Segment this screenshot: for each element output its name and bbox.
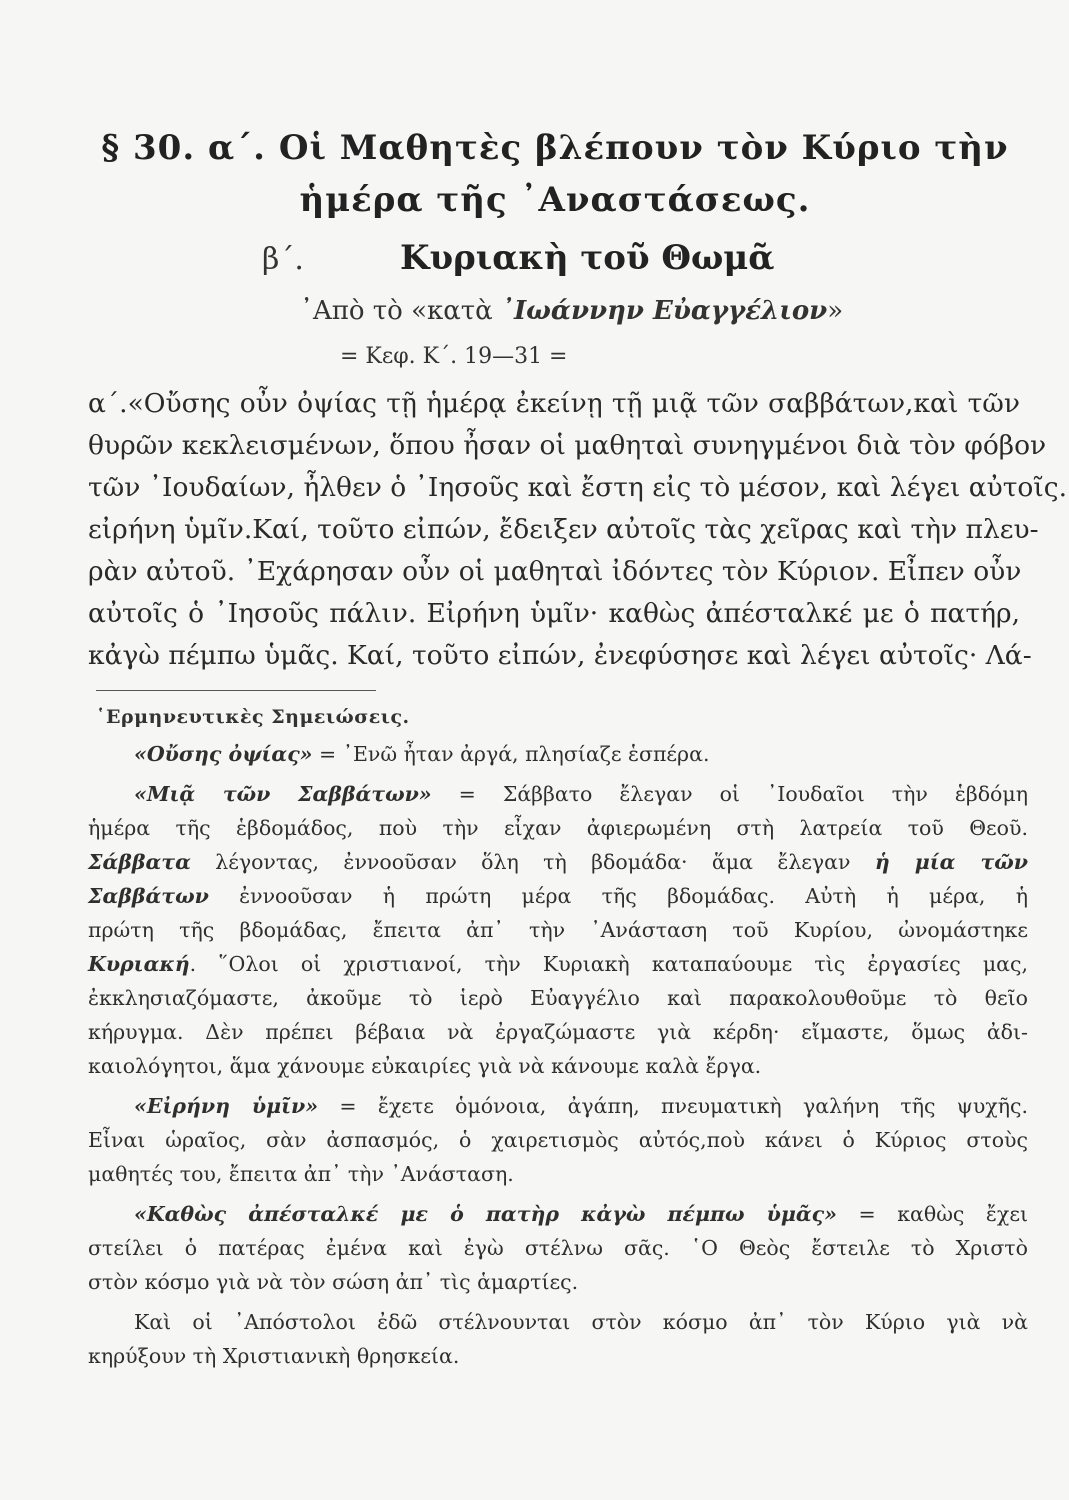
note-line: Καὶ οἱ ᾿Απόστολοι ἐδῶ στέλνουνται στὸν κόσμο ἀπ᾿ τὸν Κύριο γιὰ νὰ <box>134 1310 1028 1334</box>
gospel-line: θυρῶν κεκλεισμένων, ὅπου ἦσαν οἱ μαθηταὶ συνηγμένοι διὰ τὸν φόβον <box>88 430 1047 461</box>
subsection-label: β΄. <box>262 242 304 277</box>
note-text: λέγοντας, ἐννοοῦσαν ὅλη τὴ βδομάδα· ἅμα ἔλεγαν <box>190 850 875 874</box>
note-line: ἡμέρα τῆς ἑβδομάδος, ποὺ τὴν εἶχαν ἀφιερωμένη στὴ λατρεία τοῦ Θεοῦ. <box>88 816 1028 840</box>
notes-heading: ῾Ερμηνευτικὲς Σημειώσεις. <box>96 706 410 728</box>
note-line: στείλει ὁ πατέρας ἐμένα καὶ ἐγὼ στέλνω σᾶς. ῾Ο Θεὸς ἔστειλε τὸ Χριστὸ <box>88 1236 1028 1260</box>
source-suffix: » <box>827 296 844 326</box>
note-line: κηρύξουν τὴ Χριστιανικὴ θρησκεία. <box>88 1344 460 1368</box>
note-line <box>88 952 1028 976</box>
note-line <box>134 1094 1028 1118</box>
note-text: = ἔχετε ὁμόνοια, ἀγάπη, πνευματικὴ γαλήνη τῆς ψυχῆς. <box>318 1094 1028 1118</box>
chapter-reference: = Κεφ. Κ΄. 19—31 = <box>340 344 568 369</box>
gospel-line: εἰρήνη ὑμῖν.Καί, τοῦτο εἰπών, ἔδειξεν αὐτοῖς τὰς χεῖρας καὶ τὴν πλευ- <box>88 514 1039 545</box>
section-heading-line-2: ἡμέρα τῆς ᾿Αναστάσεως. <box>299 180 811 220</box>
gospel-line: κἀγὼ πέμπω ὑμᾶς. Καί, τοῦτο εἰπών, ἐνεφύσησε καὶ λέγει αὐτοῖς· Λά- <box>88 640 1032 671</box>
footnote-divider <box>96 690 376 691</box>
note-line <box>134 742 1028 766</box>
note-text: . ῞Ολοι οἱ χριστιανοί, τὴν Κυριακὴ καταπαύουμε τὶς ἐργασίες μας, <box>189 952 1028 976</box>
gospel-line: αὐτοῖς ὁ ᾿Ιησοῦς πάλιν. Εἰρήνη ὑμῖν· καθὼς ἀπέσταλκέ με ὁ πατήρ, <box>88 598 1020 629</box>
note-line <box>88 850 1028 874</box>
note-line <box>134 782 1028 806</box>
gospel-source <box>300 296 843 326</box>
note-line: ἐκκλησιαζόμαστε, ἀκοῦμε τὸ ἱερὸ Εὐαγγέλιο καὶ παρακολουθοῦμε τὸ θεῖο <box>88 986 1028 1010</box>
note-line: καιολόγητοι, ἅμα χάνουμε εὐκαιρίες γιὰ νὰ κάνουμε καλὰ ἔργα. <box>88 1054 762 1078</box>
note-text: = Σάββατο ἔλεγαν οἱ ᾿Ιουδαῖοι τὴν ἑβδόμη <box>431 782 1028 806</box>
note-line: πρώτη τῆς βδομάδας, ἔπειτα ἀπ᾿ τὴν ᾿Ανάσταση τοῦ Κυρίου, ὠνομάστηκε <box>88 918 1028 942</box>
gospel-line: α΄.«Οὔσης οὖν ὀψίας τῇ ἡμέρᾳ ἐκείνῃ τῇ μιᾷ τῶν σαββάτων,καὶ τῶν <box>88 388 1020 419</box>
note-line: κήρυγμα. Δὲν πρέπει βέβαια νὰ ἐργαζώμαστε γιὰ κέρδη· εἴμαστε, ὅμως ἀδι- <box>88 1020 1028 1044</box>
note-term: ἡ μία τῶν <box>874 850 1028 874</box>
note-line <box>88 884 1028 908</box>
note-term: Κυριακή <box>88 952 190 976</box>
gospel-line: τῶν ᾿Ιουδαίων, ἦλθεν ὁ ᾿Ιησοῦς καὶ ἔστη εἰς τὸ μέσον, καὶ λέγει αὐτοῖς. <box>88 472 1068 503</box>
note-text: = ᾿Ενῶ ἦταν ἀργά, πλησίαζε ἑσπέρα. <box>312 742 710 766</box>
source-title: ᾿Ιωάννην Εὐαγγέλιον <box>501 296 828 326</box>
note-term: Σάββατα <box>88 850 191 874</box>
source-prefix: ᾿Απὸ τὸ «κατὰ <box>300 296 502 326</box>
note-text: = καθὼς ἔχει <box>836 1202 1028 1226</box>
note-line: Εἶναι ὡραῖος, σὰν ἀσπασμός, ὁ χαιρετισμὸς αὐτός,ποὺ κάνει ὁ Κύριος στοὺς <box>88 1128 1028 1152</box>
subsection-title: Κυριακὴ τοῦ Θωμᾶ <box>400 238 775 278</box>
note-term: «Μιᾷ τῶν Σαββάτων» <box>134 782 432 806</box>
gospel-line: ρὰν αὐτοῦ. ᾿Εχάρησαν οὖν οἱ μαθηταὶ ἰδόντες τὸν Κύριον. Εἶπεν οὖν <box>88 556 1022 587</box>
note-term: «Καθὼς ἀπέσταλκέ με ὁ πατὴρ κἀγὼ πέμπω ὑμᾶς» <box>134 1202 837 1226</box>
note-line: στὸν κόσμο γιὰ νὰ τὸν σώση ἀπ᾿ τὶς ἁμαρτίες. <box>88 1270 579 1294</box>
note-term: «Οὔσης ὀψίας» <box>134 742 313 766</box>
section-heading-line-1: § 30. α΄. Οἱ Μαθητὲς βλέπουν τὸν Κύριο τὴν <box>101 128 1009 168</box>
note-text: ἐννοοῦσαν ἡ πρώτη μέρα τῆς βδομάδας. Αὐτὴ ἡ μέρα, ἡ <box>208 884 1028 908</box>
note-line: μαθητές του, ἔπειτα ἀπ᾿ τὴν ᾿Ανάσταση. <box>88 1162 514 1186</box>
note-term: Σαββάτων <box>88 884 209 908</box>
note-term: «Εἰρήνη ὑμῖν» <box>134 1094 319 1118</box>
note-line <box>134 1202 1028 1226</box>
